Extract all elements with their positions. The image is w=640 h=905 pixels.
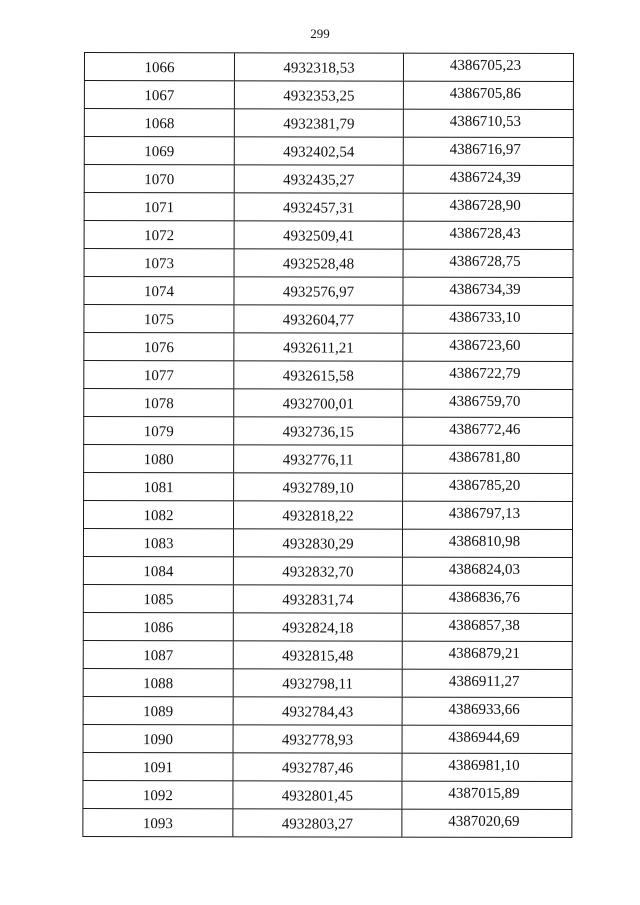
x-coordinate-cell: 4932831,74 xyxy=(234,585,403,612)
point-number-cell: 1072 xyxy=(85,221,235,248)
x-coordinate-cell: 4932815,48 xyxy=(234,641,403,668)
x-coordinate-cell: 4932824,18 xyxy=(234,613,403,640)
table-row xyxy=(84,248,574,277)
page-number: 299 xyxy=(310,26,330,41)
point-number-cell: 1086 xyxy=(84,613,234,640)
y-coordinate-cell: 4386722,79 xyxy=(449,365,521,382)
x-coordinate-cell: 4932801,45 xyxy=(233,781,402,808)
y-coordinate-cell: 4386734,39 xyxy=(449,281,521,298)
point-number-cell: 1087 xyxy=(84,641,234,668)
x-coordinate-cell: 4932381,79 xyxy=(235,109,404,136)
point-number-cell: 1083 xyxy=(84,529,234,556)
point-number-cell: 1085 xyxy=(84,585,234,612)
point-number-cell: 1079 xyxy=(84,417,234,444)
y-coordinate-cell: 4386733,10 xyxy=(449,309,521,326)
table-row xyxy=(83,360,573,389)
point-number-cell: 1082 xyxy=(84,501,234,528)
point-number-cell: 1077 xyxy=(84,361,234,388)
point-number-cell: 1066 xyxy=(85,53,235,80)
table-row xyxy=(83,724,573,753)
y-coordinate-cell: 4386933,66 xyxy=(448,701,520,718)
y-coordinate-cell: 4386705,86 xyxy=(449,85,522,102)
coordinates-table xyxy=(82,52,574,837)
table-row xyxy=(82,808,572,838)
x-coordinate-cell: 4932700,01 xyxy=(234,389,403,416)
x-coordinate-cell: 4932832,70 xyxy=(234,557,403,584)
y-coordinate-cell: 4386857,38 xyxy=(448,617,520,634)
table-row xyxy=(83,444,573,473)
y-coordinate-cell: 4386981,10 xyxy=(448,757,520,774)
table-row xyxy=(83,388,573,417)
point-number-cell: 1078 xyxy=(84,389,234,416)
x-coordinate-cell: 4932457,31 xyxy=(235,193,404,220)
y-coordinate-cell: 4386723,60 xyxy=(449,337,521,354)
table-row xyxy=(83,304,573,333)
y-coordinate-cell: 4386716,97 xyxy=(449,141,521,158)
x-coordinate-cell: 4932784,43 xyxy=(234,697,403,724)
y-coordinate-cell: 4387020,69 xyxy=(448,813,520,830)
point-number-cell: 1080 xyxy=(84,445,234,472)
table-row xyxy=(84,164,574,193)
x-coordinate-cell: 4932818,22 xyxy=(234,501,403,528)
point-number-cell: 1075 xyxy=(84,305,234,332)
table-row xyxy=(83,332,573,361)
x-coordinate-cell: 4932402,54 xyxy=(235,137,404,164)
y-coordinate-cell: 4386724,39 xyxy=(449,169,521,186)
y-coordinate-cell: 4387015,89 xyxy=(448,785,520,802)
x-coordinate-cell: 4932736,15 xyxy=(234,417,403,444)
y-coordinate-cell: 4386824,03 xyxy=(448,561,521,578)
y-coordinate-cell: 4386797,13 xyxy=(448,505,521,522)
x-coordinate-cell: 4932830,29 xyxy=(234,529,403,556)
x-coordinate-cell: 4932778,93 xyxy=(234,725,403,752)
point-number-cell: 1076 xyxy=(84,333,234,360)
point-number-cell: 1069 xyxy=(85,137,235,164)
point-number-cell: 1088 xyxy=(84,669,234,696)
point-number-cell: 1092 xyxy=(83,781,233,808)
point-number-cell: 1068 xyxy=(85,109,235,136)
x-coordinate-cell: 4932318,53 xyxy=(235,53,404,80)
x-coordinate-cell: 4932604,77 xyxy=(234,305,403,332)
table-row xyxy=(84,108,574,137)
y-coordinate-cell: 4386836,76 xyxy=(448,589,520,606)
x-coordinate-cell: 4932509,41 xyxy=(235,221,404,248)
y-coordinate-cell: 4386781,80 xyxy=(449,449,521,466)
table-row xyxy=(83,584,573,613)
point-number-cell: 1090 xyxy=(84,725,234,752)
point-number-cell: 1093 xyxy=(83,809,233,836)
table-row xyxy=(83,472,573,501)
table-row xyxy=(84,80,574,109)
point-number-cell: 1070 xyxy=(85,165,235,192)
point-number-cell: 1067 xyxy=(85,81,235,108)
x-coordinate-cell: 4932528,48 xyxy=(235,249,404,276)
table-row xyxy=(83,668,573,697)
y-coordinate-cell: 4386944,69 xyxy=(448,729,520,746)
table-row xyxy=(83,556,573,585)
x-coordinate-cell: 4932787,46 xyxy=(233,753,402,780)
x-coordinate-cell: 4932803,27 xyxy=(233,809,402,836)
table-row xyxy=(84,192,574,221)
x-coordinate-cell: 4932615,58 xyxy=(234,361,403,388)
table-row xyxy=(83,416,573,445)
point-number-cell: 1091 xyxy=(83,753,233,780)
x-coordinate-cell: 4932576,97 xyxy=(234,277,403,304)
x-coordinate-cell: 4932435,27 xyxy=(235,165,404,192)
y-coordinate-cell: 4386772,46 xyxy=(449,421,521,438)
point-number-cell: 1071 xyxy=(85,193,235,220)
table-row xyxy=(84,220,574,249)
y-coordinate-cell: 4386759,70 xyxy=(449,393,521,410)
y-coordinate-cell: 4386705,23 xyxy=(449,57,522,74)
table-row xyxy=(82,752,572,781)
table-row xyxy=(83,528,573,557)
x-coordinate-cell: 4932798,11 xyxy=(234,669,403,696)
table-row xyxy=(84,52,574,81)
point-number-cell: 1073 xyxy=(85,249,235,276)
y-coordinate-cell: 4386879,21 xyxy=(448,645,520,662)
y-coordinate-cell: 4386710,53 xyxy=(449,113,521,130)
y-coordinate-cell: 4386728,75 xyxy=(449,253,521,270)
table-row xyxy=(83,276,573,305)
y-coordinate-cell: 4386728,90 xyxy=(449,197,521,214)
x-coordinate-cell: 4932353,25 xyxy=(235,81,404,108)
x-coordinate-cell: 4932611,21 xyxy=(234,333,403,360)
point-number-cell: 1081 xyxy=(84,473,234,500)
table-row xyxy=(84,136,574,165)
x-coordinate-cell: 4932789,10 xyxy=(234,473,403,500)
point-number-cell: 1089 xyxy=(84,697,234,724)
point-number-cell: 1074 xyxy=(84,277,234,304)
y-coordinate-cell: 4386911,27 xyxy=(448,673,520,690)
table-row xyxy=(83,612,573,641)
y-coordinate-cell: 4386785,20 xyxy=(448,477,521,494)
table-row xyxy=(83,500,573,529)
y-coordinate-cell: 4386810,98 xyxy=(448,533,521,550)
point-number-cell: 1084 xyxy=(84,557,234,584)
table-row xyxy=(82,780,572,809)
x-coordinate-cell: 4932776,11 xyxy=(234,445,403,472)
table-row xyxy=(83,696,573,725)
y-coordinate-cell: 4386728,43 xyxy=(449,225,521,242)
table-row xyxy=(83,640,573,669)
